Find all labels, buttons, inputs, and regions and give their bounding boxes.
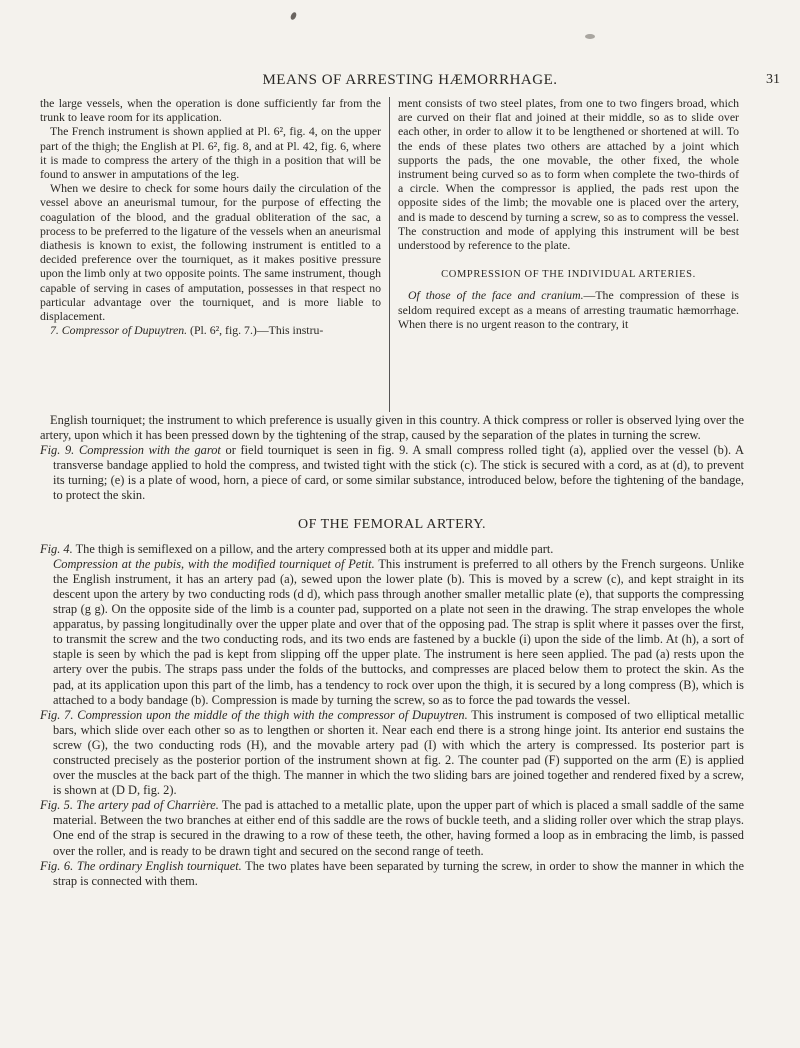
page-header (40, 72, 780, 92)
right-column (398, 96, 739, 331)
figure-description (40, 708, 744, 799)
figure-text: The two plates have been separated by turning the screw, in order to show the manner in which the strap is connected with them. (53, 858, 744, 888)
figure-text: The pad is attached to a metallic plate, upon the upper part of which is placed a small saddle of the same material. Between the two branches at either end of this saddle are the rows of buckle teeth, and a sliding roller over which the strap plays. One end of the strap is secured in the drawing to a row of these teeth, the other, having formed a loop as in embracing the limb, is passed over the roller, and is ready to be drawn tight and secured on the second range of teeth. (53, 798, 744, 858)
item-heading: Of those of the face and cranium. (408, 288, 584, 303)
item-heading: 7. Compressor of Dupuytren. (50, 323, 188, 338)
paragraph (40, 323, 381, 337)
item-text: —The compression of these is seldom required except as a means of arresting traumatic hæmorrhage. When there is no urgent reason to the contrary, it (398, 288, 740, 331)
paragraph (398, 288, 739, 331)
page-mark (585, 34, 595, 39)
figure-text: The thigh is semiflexed on a pillow, and the artery compressed both at its upper and middle part. (72, 541, 554, 556)
figure-label: Fig. 4. (40, 541, 73, 556)
paragraph: When we desire to check for some hours daily the circulation of the vessel above an aneurismal tumour, for the purpose of effecting the coagulation of the blood, and the gradual obliteration of the sac, a process to be preferred to the ligature of the vessels when an aneurismal diathesis is known to exist, the following instrument is entitled to a decided preference over the tourniquet, as it makes positive pressure upon the limb only at two opposite points. The same instrument, though capable of serving in cases of amputation, possesses in that respect no particular advantage over the tourniquet, and is more liable to displacement. (40, 181, 381, 324)
item-text: (Pl. 6², fig. 7.)—This instru- (187, 323, 324, 338)
figure-label: Fig. 7. Compression upon the middle of the thigh with the compressor of Dupuytren. (40, 707, 468, 722)
page-mark (290, 11, 298, 20)
figure-label: Compression at the pubis, with the modified tourniquet of Petit. (53, 556, 375, 571)
figure-text: This instrument is composed of two elliptical metallic bars, which slide over each other so as to lengthen or shorten it. Near each end there is a strong hinge joint. Its anterior end sustains the screw (G), the two conducting rods (H), and the movable artery pad (I) with which the artery is compressed. Its posterior part is constructed precisely as the posterior portion of the instrument shown at fig. 2. The counter pad (F) supported on the arm (E) is applied over the muscles at the back part of the thigh. The manner in which the two sliding bars are joined together and rendered fixed by a screw, is shown at (D D, fig. 2). (53, 707, 744, 798)
figure-label: Fig. 5. The artery pad of Charrière. (40, 798, 219, 813)
figure-description (40, 859, 744, 889)
left-column (40, 96, 381, 337)
paragraph: English tourniquet; the instrument to which preference is usually given in this country. A thick compress or roller is observed lying over the artery, upon which it has been pressed down by the tightening of the strap, caused by the separation of the plates in turning the screw. (40, 413, 744, 443)
figure-description (40, 542, 744, 557)
paragraph: The French instrument is shown applied at Pl. 6², fig. 4, on the upper part of the thigh; the English at Pl. 6², fig. 8, and at Pl. 42, fig. 6, where it is made to compress the artery of the thigh in a position that will be found to answer in amputations of the leg. (40, 124, 381, 182)
figure-label: Fig. 9. Compression with the garot (40, 443, 221, 458)
running-title: MEANS OF ARRESTING HÆMORRHAGE. (262, 72, 558, 88)
figure-description (40, 443, 744, 503)
figure-description (40, 557, 744, 708)
page-number: 31 (766, 72, 780, 87)
figure-description (40, 798, 744, 858)
section-heading: COMPRESSION OF THE INDIVIDUAL ARTERIES. (441, 269, 696, 281)
figure-label: Fig. 6. The ordinary English tourniquet. (40, 858, 242, 873)
paragraph: the large vessels, when the operation is done sufficiently far from the trunk to leave room for its application. (40, 96, 381, 125)
figure-text: or field tourniquet is seen in fig. 9. A small compress rolled tight (a), applied over the vessel (b). A transverse bandage applied to hold the compress, and twisted tight with the stick (c). The stick is secured with a cord, as at (d), to prevent its turning; (e) is a plate of wood, horn, a piece of card, or some similar substance, introduced below, before the tightening of the bandage, to protect the skin. (53, 443, 744, 503)
figure-text: This instrument is preferred to all others by the French surgeons. Unlike the English instrument, it has an artery pad (a), sewed upon the lower plate (b). This is moved by a screw (c), and kept straight in its descent upon the artery by two conducting rods (d d), which pass through another smaller metallic plate (e), that supports the compressing strap (g g). On the opposite side of the limb is a counter pad, supported on a plate not seen in the drawing. The strap envelopes the whole apparatus, by passing longitudinally over the upper plate and over that of the opposing pad. The strap is split where it passes over the first, to transmit the screw and the two conducting rods, and its two ends are fastened by a buckle (i) upon the side of the limb. At (h), a sort of staple is seen by which the pad is kept from slipping off the upper plate. The instrument is here seen applied. The pad (a) rests upon the artery over the pubis. The straps pass under the folds of the buttocks, and compresses are placed below them to protect the skin. As the pad, at its application upon this part of the limb, has a tendency to rock over upon the thigh, it is secured by a long compress (B), which is attached to a body bandage (b). Compression is made by turning the screw, so as to force the pad towards the vessel. (53, 556, 744, 707)
full-width-text (40, 413, 744, 889)
column-divider (389, 97, 390, 412)
paragraph: ment consists of two steel plates, from one to two fingers broad, which are curved on their flat and joined at their middle, so as to slide over each other, in order to allow it to be lengthened or shortened at will. To the ends of these plates two others are attached by a joint which supports the pads, the one movable, the other fixed, the whole instrument being curved so as to form when complete the two-thirds of a circle. When the compressor is applied, the pads rest upon the opposite sides of the limb; the movable one is placed over the artery, and is made to descend by turning a screw, so as to compress the vessel. The construction and mode of applying this instrument will be best understood by reference to the plate. (398, 96, 739, 253)
section-heading: OF THE FEMORAL ARTERY. (297, 516, 487, 532)
